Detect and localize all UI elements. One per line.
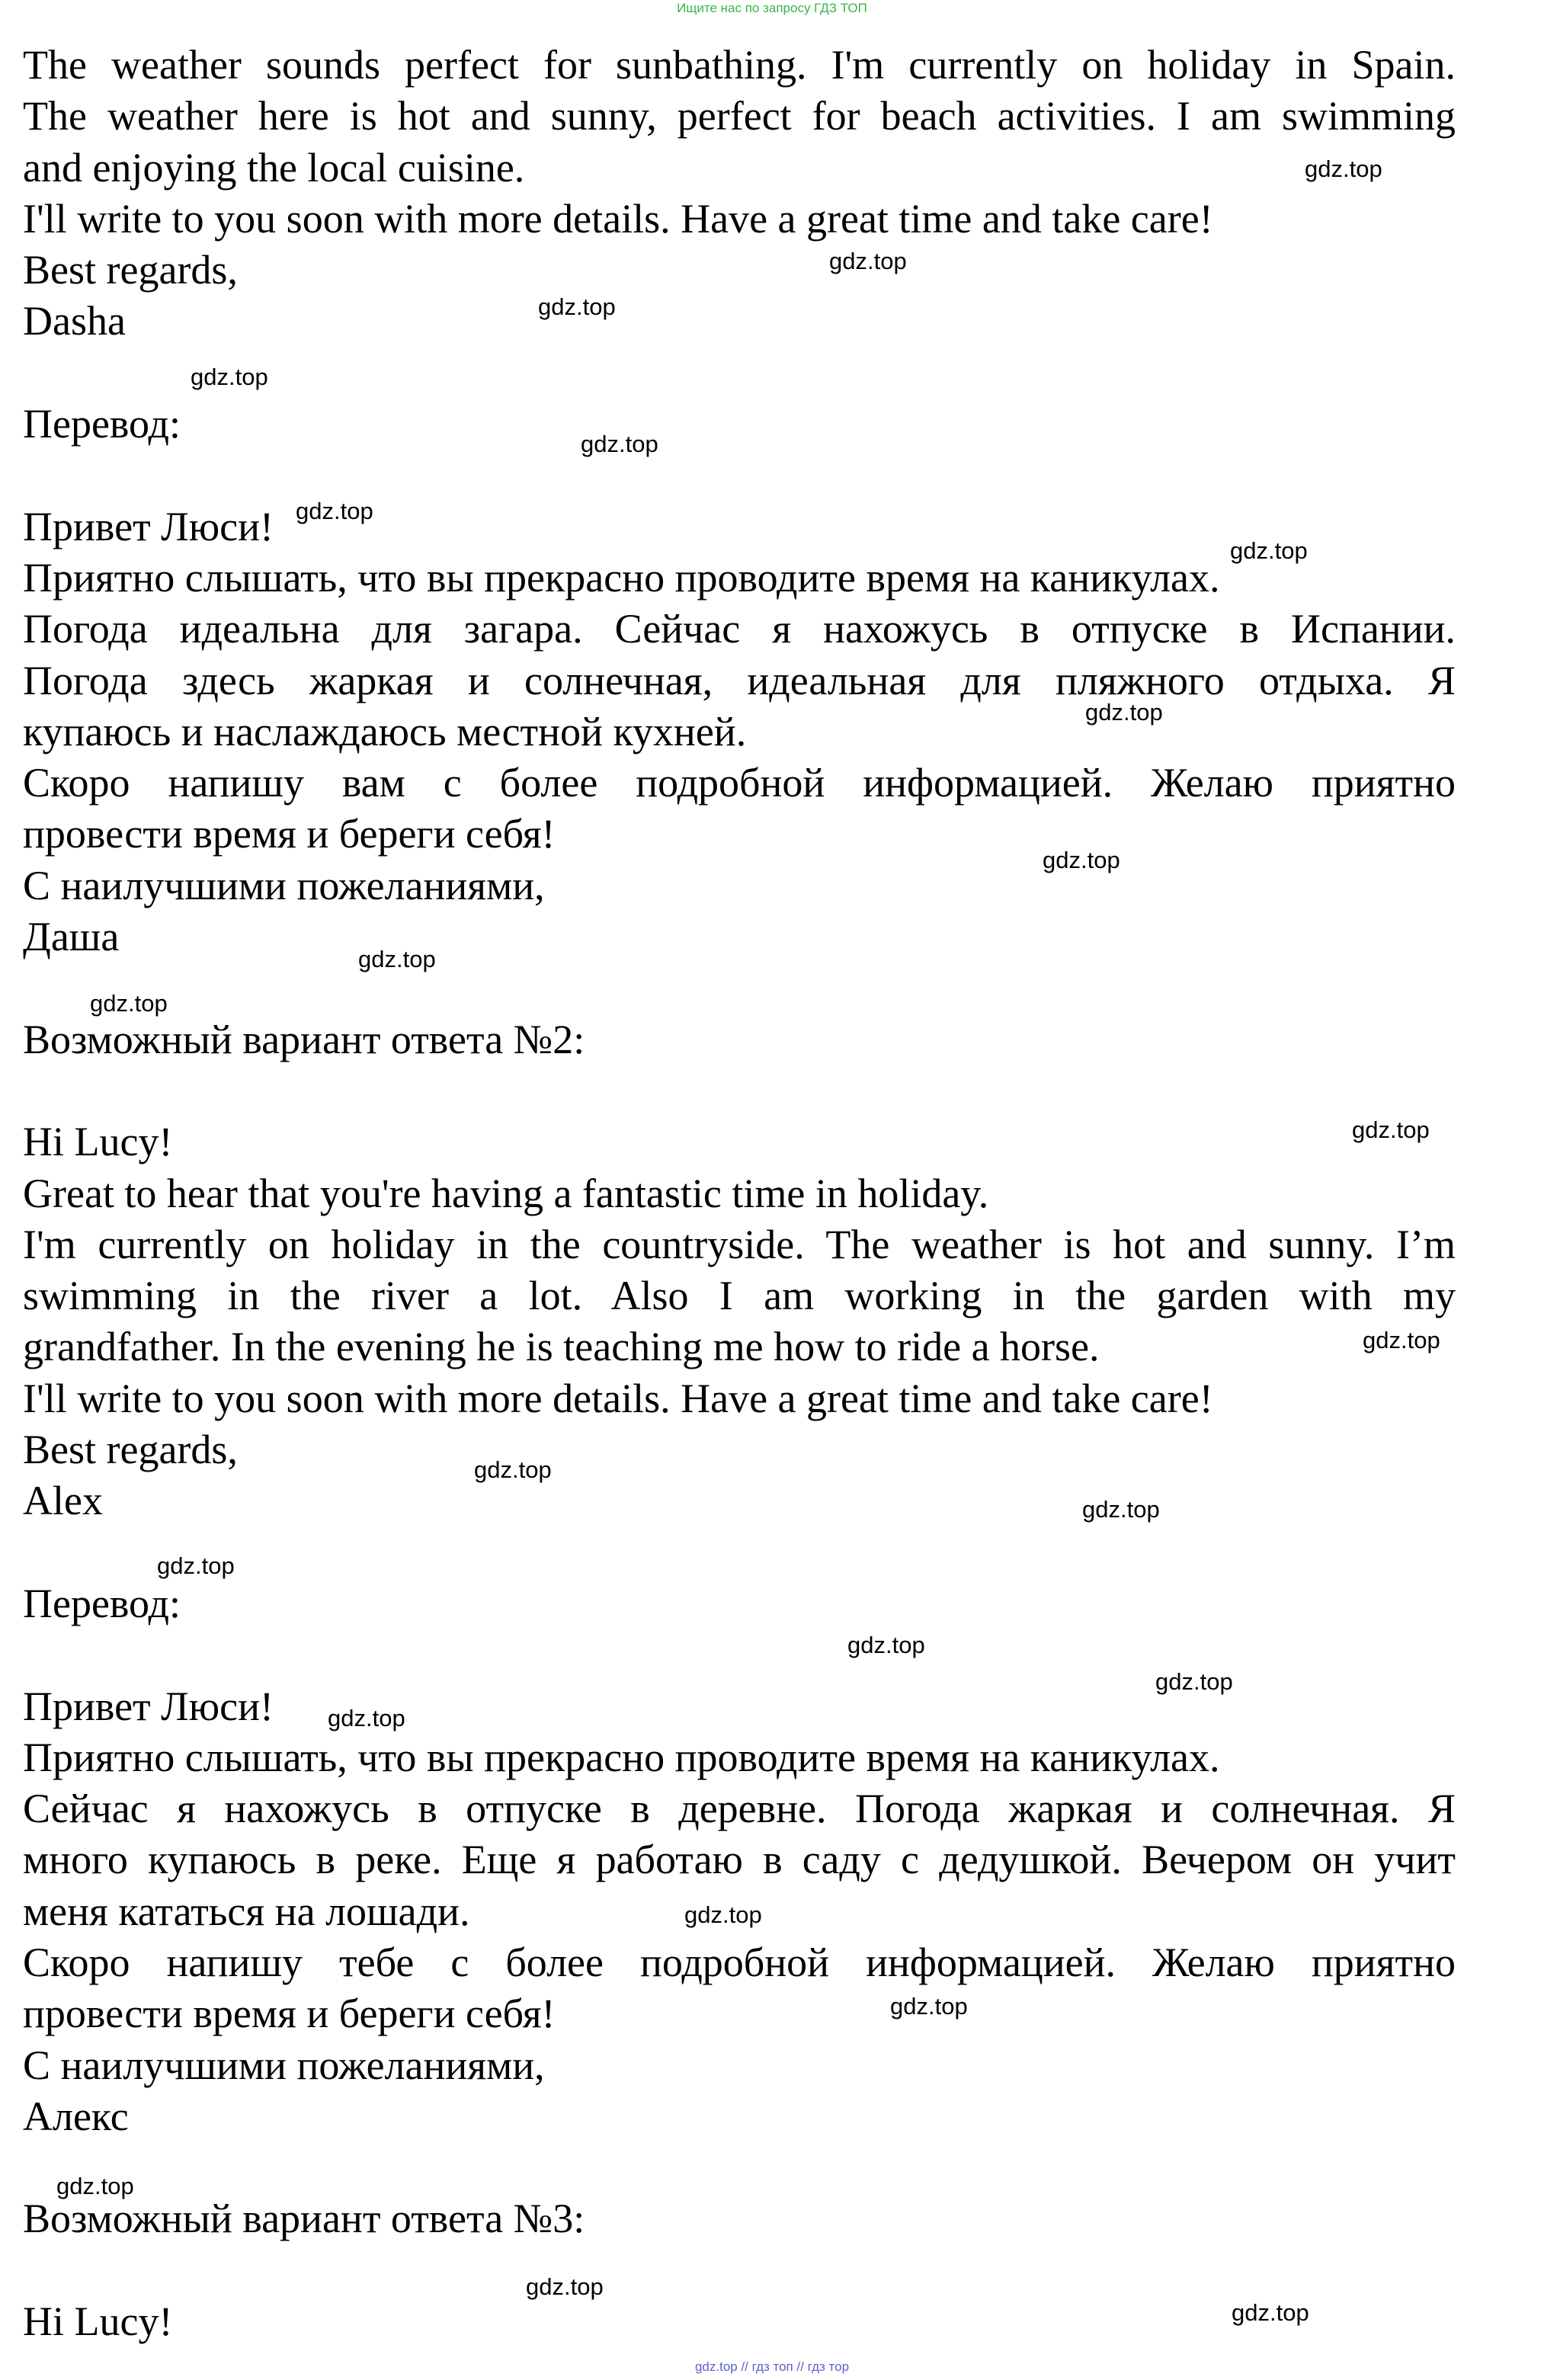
watermark-label: gdz.top bbox=[191, 364, 268, 390]
text-line: Приятно слышать, что вы прекрасно проводите время на каникулах. bbox=[23, 1734, 1220, 1780]
text-line: Алекс bbox=[23, 2093, 129, 2139]
text-line: Dasha bbox=[23, 298, 126, 344]
text-line: Скоро напишу вам с более подробной информацией. Желаю приятно bbox=[23, 760, 1456, 806]
text-line: купаюсь и наслаждаюсь местной кухней. bbox=[23, 708, 747, 754]
text-line: провести время и береги себя! bbox=[23, 811, 556, 857]
text-line: grandfather. In the evening he is teaching me how to ride a horse. bbox=[23, 1324, 1100, 1370]
section-heading: Возможный вариант ответа №2: bbox=[23, 1016, 585, 1062]
watermark-label: gdz.top bbox=[1363, 1327, 1440, 1353]
text-line: Даша bbox=[23, 914, 120, 960]
blank-line bbox=[23, 1629, 1456, 1680]
section-heading: Возможный вариант ответа №3: bbox=[23, 2196, 585, 2242]
watermark-label: gdz.top bbox=[526, 2273, 604, 2300]
text-line: Погода здесь жаркая и солнечная, идеальная для пляжного отдыха. Я bbox=[23, 657, 1456, 703]
watermark-label: gdz.top bbox=[157, 1552, 235, 1579]
watermark-label: gdz.top bbox=[474, 1456, 552, 1483]
text-line: I'm currently on holiday in the countryside. The weather is hot and sunny. I’m bbox=[23, 1221, 1456, 1267]
text-line: меня кататься на лошади. bbox=[23, 1888, 470, 1934]
watermark-label: gdz.top bbox=[847, 1632, 925, 1658]
bottom-links: gdz.top // гдз топ // гдз тор bbox=[694, 2359, 850, 2374]
text-line: I'll write to you soon with more details. Have a great time and take care! bbox=[23, 1375, 1213, 1421]
text-line: and enjoying the local cuisine. bbox=[23, 144, 525, 191]
watermark-label: gdz.top bbox=[1305, 155, 1382, 182]
watermark-label: gdz.top bbox=[538, 293, 616, 320]
watermark-label: gdz.top bbox=[829, 248, 907, 274]
text-line: много купаюсь в реке. Еще я работаю в саду с дедушкой. Вечером он учит bbox=[23, 1837, 1456, 1883]
watermark-label: gdz.top bbox=[90, 990, 168, 1017]
text-line: С наилучшими пожеланиями, bbox=[23, 2042, 545, 2088]
watermark-label: gdz.top bbox=[1232, 2299, 1309, 2326]
text-line: Hi Lucy! bbox=[23, 1119, 173, 1165]
blank-line bbox=[23, 963, 1456, 1014]
blank-line bbox=[23, 1065, 1456, 1116]
text-line: I'll write to you soon with more details. Have a great time and take care! bbox=[23, 195, 1213, 242]
text-line: провести время и береги себя! bbox=[23, 1991, 556, 2037]
text-line: Привет Люси! bbox=[23, 1683, 274, 1729]
section-heading: Перевод: bbox=[23, 1580, 181, 1626]
text-line: The weather sounds perfect for sunbathing. I'm currently on holiday in Spain. bbox=[23, 42, 1456, 88]
text-line: Alex bbox=[23, 1478, 103, 1524]
watermark-label: gdz.top bbox=[890, 1993, 968, 2020]
watermark-label: gdz.top bbox=[1155, 1668, 1233, 1695]
text-line: Best regards, bbox=[23, 1427, 238, 1473]
text-line: Приятно слышать, что вы прекрасно проводите время на каникулах. bbox=[23, 554, 1220, 601]
watermark-label: gdz.top bbox=[1082, 1496, 1160, 1523]
watermark-label: gdz.top bbox=[1043, 847, 1120, 873]
watermark-label: gdz.top bbox=[1230, 537, 1308, 564]
text-line: Погода идеальна для загара. Сейчас я нахожусь в отпуске в Испании. bbox=[23, 606, 1456, 652]
text-line: The weather here is hot and sunny, perfect for beach activities. I am swimming bbox=[23, 93, 1456, 139]
section-heading: Перевод: bbox=[23, 401, 181, 447]
watermark-label: gdz.top bbox=[358, 946, 436, 972]
watermark-label: gdz.top bbox=[328, 1705, 405, 1731]
top-banner: Ищите нас по запросу ГДЗ ТОП bbox=[677, 1, 867, 15]
blank-line bbox=[23, 1527, 1456, 1578]
watermark-label: gdz.top bbox=[581, 431, 658, 457]
blank-line bbox=[23, 2245, 1456, 2296]
text-line: Сейчас я нахожусь в отпуске в деревне. Погода жаркая и солнечная. Я bbox=[23, 1786, 1456, 1832]
text-line: Best regards, bbox=[23, 247, 238, 293]
watermark-label: gdz.top bbox=[56, 2173, 134, 2199]
blank-line bbox=[23, 450, 1456, 501]
watermark-label: gdz.top bbox=[684, 1901, 762, 1928]
text-line: Hi Lucy! bbox=[23, 2298, 173, 2345]
text-line: Great to hear that you're having a fantastic time in holiday. bbox=[23, 1170, 989, 1216]
blank-line bbox=[23, 2142, 1456, 2193]
text-line: Привет Люси! bbox=[23, 503, 274, 549]
text-line: С наилучшими пожеланиями, bbox=[23, 862, 545, 908]
text-line: swimming in the river a lot. Also I am working in the garden with my bbox=[23, 1273, 1456, 1319]
watermark-label: gdz.top bbox=[1085, 699, 1163, 726]
watermark-label: gdz.top bbox=[296, 498, 373, 524]
text-line: Скоро напишу тебе с более подробной информацией. Желаю приятно bbox=[23, 1939, 1456, 1985]
watermark-label: gdz.top bbox=[1352, 1116, 1430, 1143]
